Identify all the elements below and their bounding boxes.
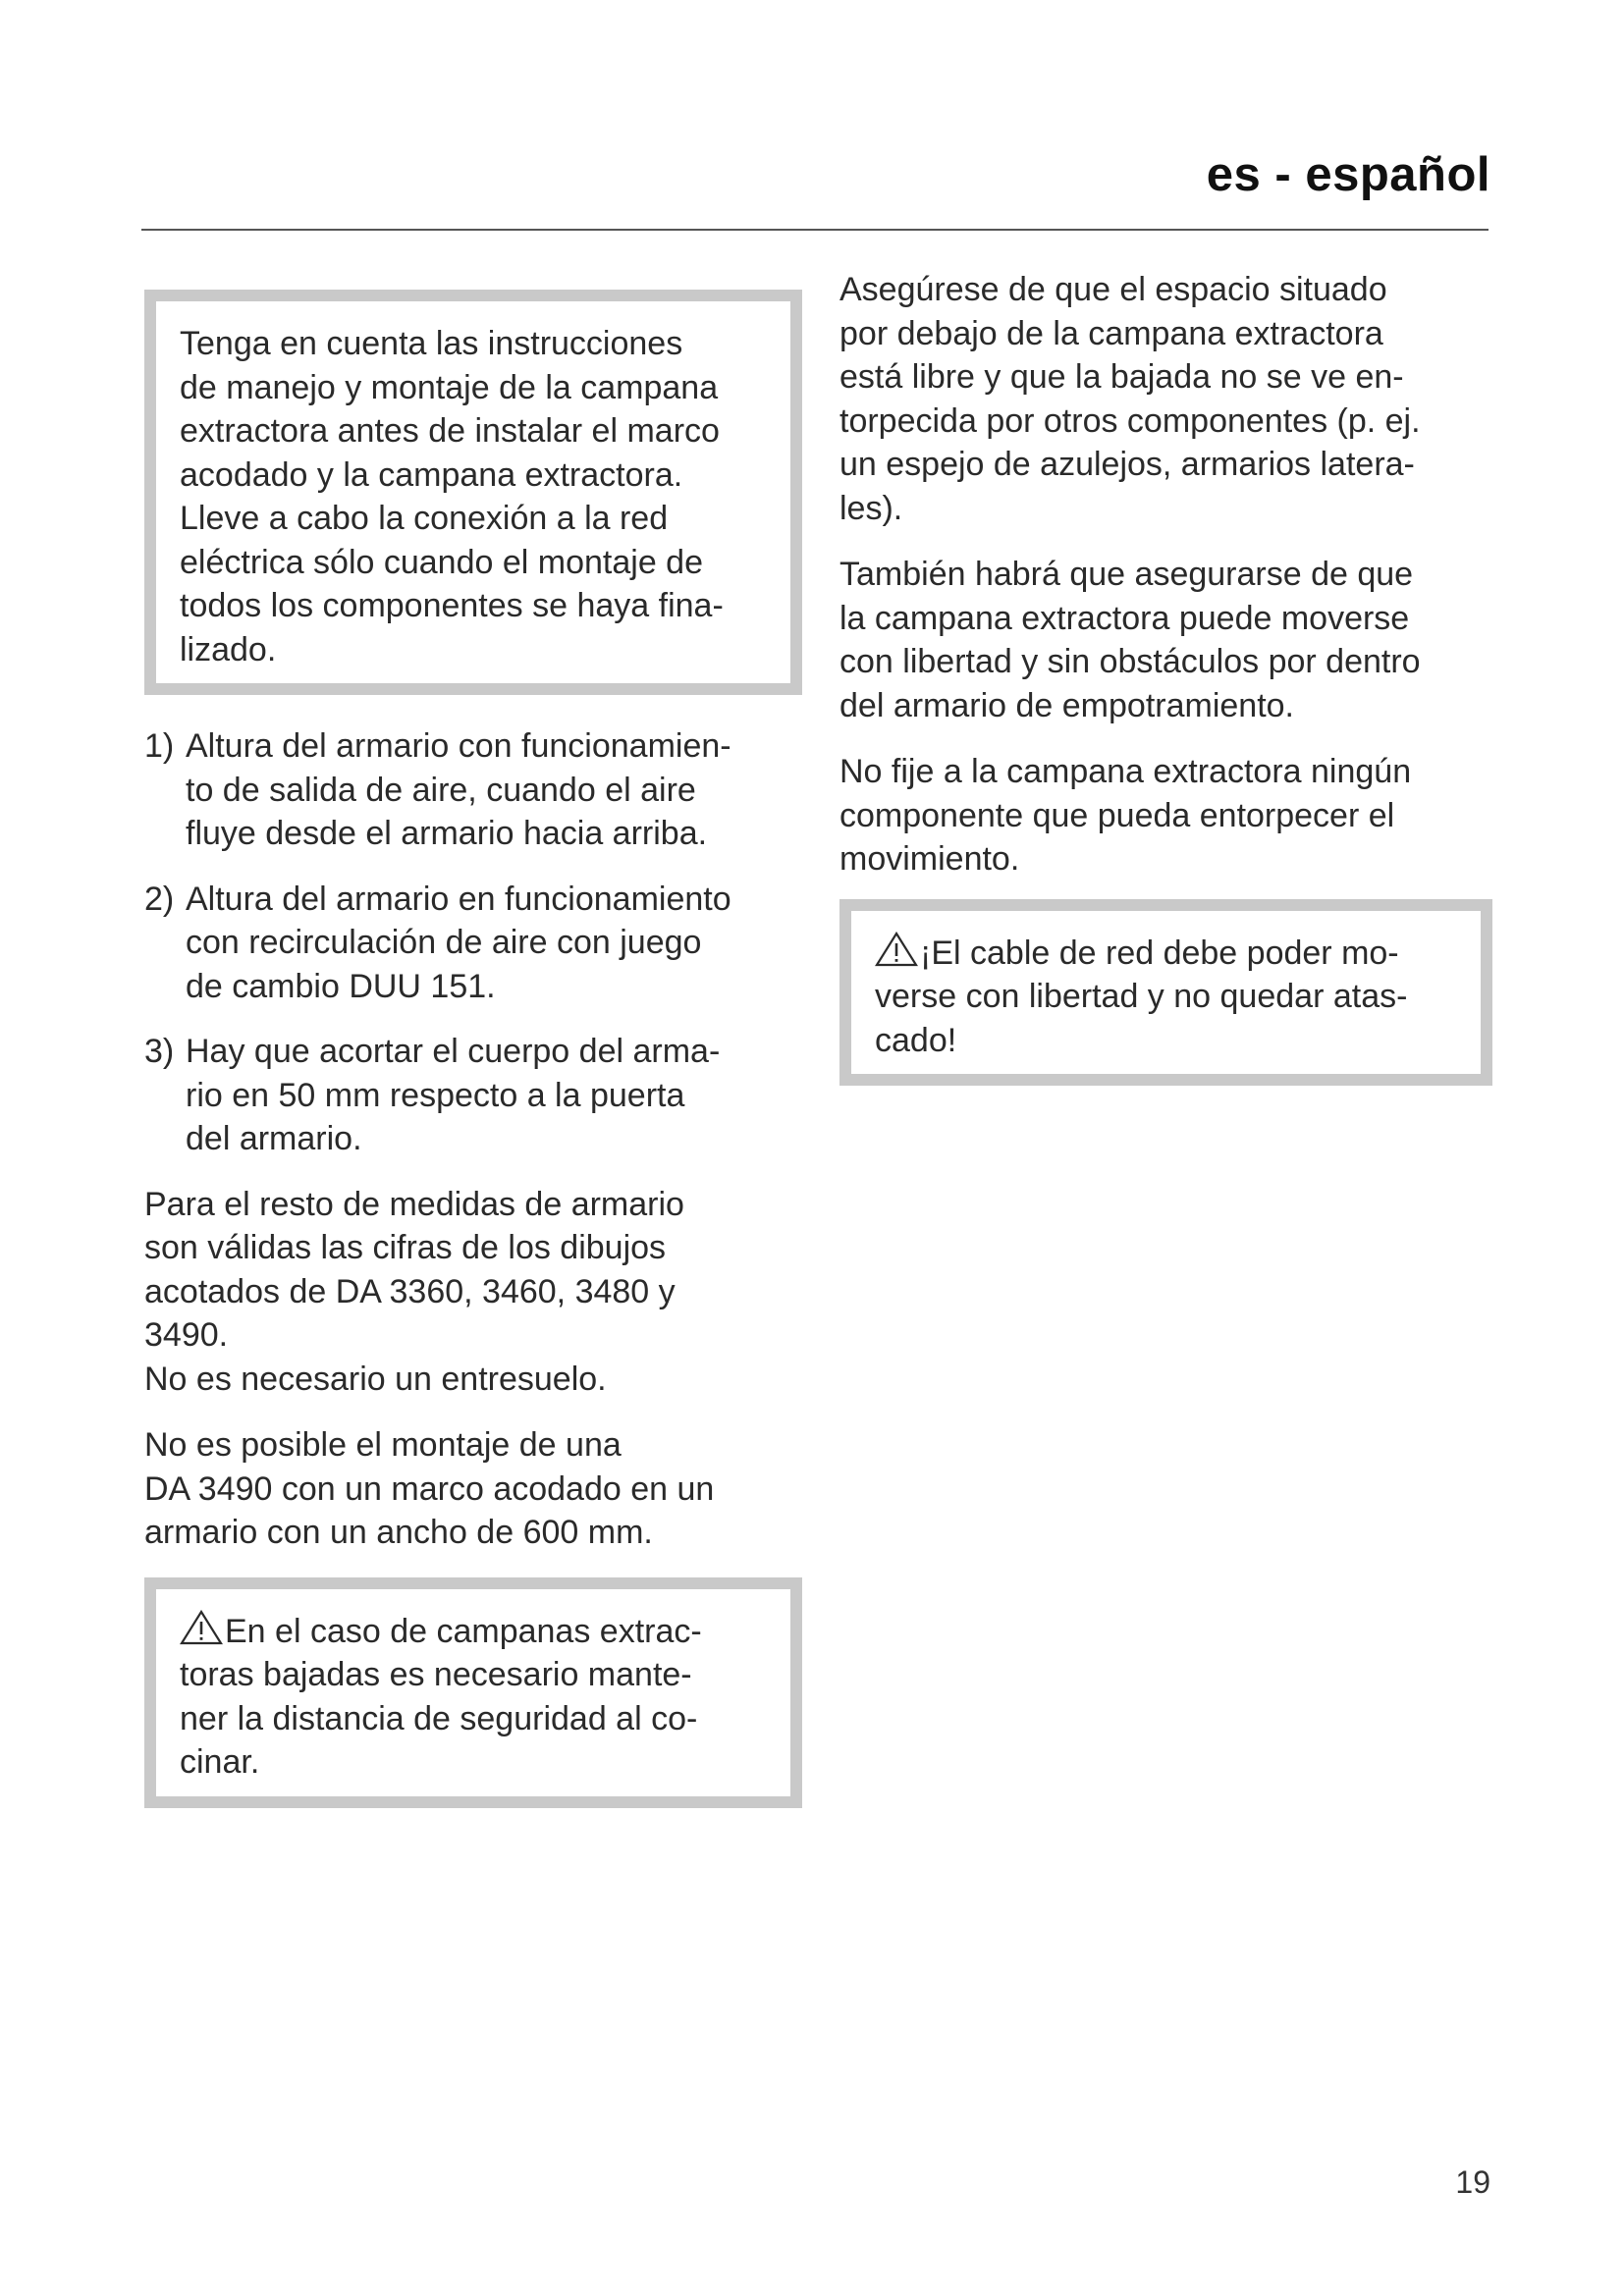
text-line: está libre y que la bajada no se ve en- [839,358,1404,396]
list-number: 3) [144,1033,175,1070]
list-item [144,878,802,1009]
text-line: del armario. [186,1120,362,1157]
no-attachments-paragraph [839,750,1492,881]
text-line: acotados de DA 3360, 3460, 3480 y [144,1272,676,1310]
text-line: Hay que acortar el cuerpo del arma- [186,1033,721,1070]
text-line: No es posible el montaje de una [144,1426,622,1464]
text-line: de cambio DUU 151. [186,967,496,1005]
text-line: Asegúrese de que el espacio situado [839,271,1387,308]
text-line: torpecida por otros componentes (p. ej. [839,401,1421,440]
text-line: cado! [875,1021,957,1059]
safety-distance-warning-text [180,1610,771,1785]
free-movement-paragraph [839,553,1492,727]
text-line: por debajo de la campana extractora [839,314,1383,352]
right-column [839,268,1492,1086]
text-line: No fije a la campana extractora ningún [839,753,1412,790]
text-line: 3490. [144,1316,229,1354]
safety-distance-warning-box [144,1577,802,1808]
installation-notice-text [180,322,771,671]
text-line: un espejo de azulejos, armarios latera- [839,446,1415,483]
text-line: to de salida de aire, cuando el aire [186,771,696,809]
numbered-notes-list [144,724,802,1161]
text-line: todos los componentes se haya fina- [180,587,724,624]
warning-triangle-icon [180,1610,223,1645]
text-line: No es necesario un entresuelo. [144,1360,607,1398]
text-line: Para el resto de medidas de armario [144,1185,684,1223]
text-line: armario con un ancho de 600 mm. [144,1514,653,1551]
text-line: cinar. [180,1743,260,1781]
text-line: con recirculación de aire con juego [186,924,702,961]
clearance-paragraph [839,268,1492,530]
text-line: lizado. [180,630,277,668]
text-line: verse con libertad y no quedar atas- [875,978,1408,1015]
text-line: con libertad y sin obstáculos por dentro [839,643,1421,680]
text-line: toras bajadas es necesario mante- [180,1656,692,1693]
header-rule [141,229,1489,231]
text-line: extractora antes de instalar el marco [180,412,720,450]
page-number: 19 [1455,2164,1490,2200]
warning-triangle-icon [875,932,918,967]
list-item [144,1030,802,1161]
cabinet-dimensions-paragraph [144,1183,802,1402]
text-line: componente que pueda entorpecer el [839,796,1395,834]
text-line: fluye desde el armario hacia arriba. [186,815,708,852]
text-line: movimiento. [839,840,1020,878]
warning-line-text: En el caso de campanas extrac- [225,1612,702,1650]
text-line [875,932,1461,976]
text-line: También habrá que asegurarse de que [839,556,1414,593]
text-line: les). [839,489,903,527]
power-cable-warning-text [875,932,1461,1063]
language-header: es - español [1206,148,1490,201]
text-line: Altura del armario con funcionamien- [186,727,731,765]
text-line: eléctrica sólo cuando el montaje de [180,543,703,581]
text-line: de manejo y montaje de la campana [180,368,719,406]
text-line: Altura del armario en funcionamiento [186,880,731,918]
text-line: acodado y la campana extractora. [180,455,683,494]
list-item [144,724,802,856]
text-line [180,1610,771,1654]
text-line: rio en 50 mm respecto a la puerta [186,1076,685,1114]
installation-notice-box [144,290,802,695]
mounting-restriction-paragraph [144,1423,802,1555]
text-line: la campana extractora puede moverse [839,599,1410,637]
power-cable-warning-box [839,899,1492,1087]
list-number: 2) [144,880,175,918]
text-line: Lleve a cabo la conexión a la red [180,500,669,537]
warning-line-text: ¡El cable de red debe poder mo- [920,934,1399,972]
text-line: DA 3490 con un marco acodado en un [144,1469,715,1508]
text-line: son válidas las cifras de los dibujos [144,1229,667,1266]
text-line: del armario de empotramiento. [839,686,1295,724]
text-line: ner la distancia de seguridad al co- [180,1699,698,1737]
text-line: Tenga en cuenta las instrucciones [180,325,683,362]
list-number: 1) [144,727,175,765]
left-column [144,290,802,1808]
